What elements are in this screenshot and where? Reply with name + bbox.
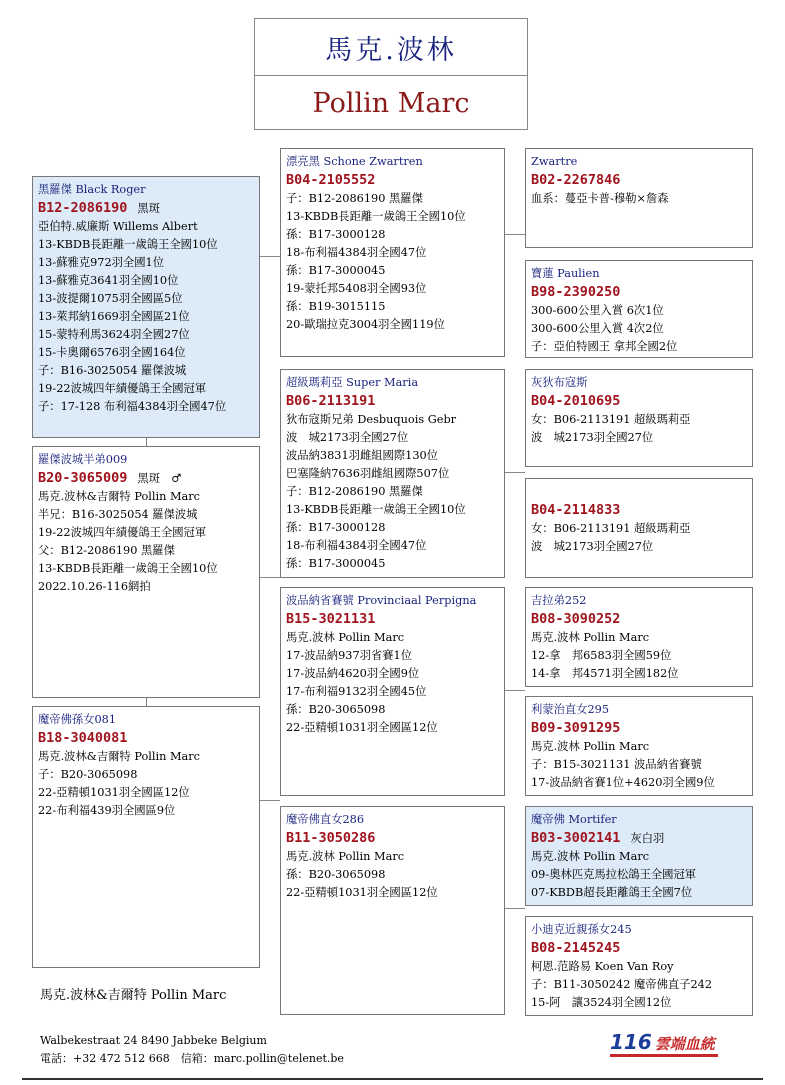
info-line: 亞伯特.威廉斯 Willems Albert: [38, 220, 198, 233]
info-line: 2022.10.26-116網拍: [38, 580, 151, 593]
info-line: 馬克.波林 Pollin Marc: [531, 740, 650, 753]
info-line: 馬克.波林&吉爾特 Pollin Marc: [38, 750, 200, 763]
info-line: 15-卡奧爾6576羽全國164位: [38, 346, 186, 359]
info-line: 13-KBDB長距離一歲鴿王全國10位: [286, 210, 466, 223]
brand-logo: [610, 1030, 715, 1054]
ancestor-card-b04-2114833: [525, 478, 753, 578]
info-line: 300-600公里入賞 6次1位: [531, 304, 664, 317]
brother-pigeon-card: [32, 446, 260, 698]
info-line: 19-蒙托邦5408羽全國93位: [286, 282, 427, 295]
info-line: 20-歐瑞拉克3004羽全國119位: [286, 318, 445, 331]
info-line: 馬克.波林 Pollin Marc: [531, 850, 650, 863]
info-line: 18-布利福4384羽全國47位: [286, 246, 427, 259]
logo-underline: [610, 1054, 718, 1057]
info-line: 18-布利福4384羽全國47位: [286, 539, 427, 552]
connector: [504, 234, 525, 235]
info-line: 300-600公里入賞 4次2位: [531, 322, 664, 335]
contact-text: 電話：+32 472 512 668 信箱：marc.pollin@telenet.be: [40, 1052, 344, 1065]
sire-pigeon-card: [280, 148, 505, 357]
pigeon-name: Zwartre: [531, 155, 578, 168]
info-line: 14-拿 邦4571羽全國182位: [531, 667, 679, 680]
info-line: 父：B12-2086190 黑羅傑: [38, 544, 175, 557]
pigeon-name: 小迪克近親孫女245: [531, 923, 632, 936]
ancestor-card-grey-desbuquois: [525, 369, 753, 467]
logo-number: 116: [610, 1030, 652, 1054]
pigeon-name: 魔帝佛孫女081: [38, 713, 117, 726]
ring-number: B06-2113191: [286, 393, 376, 409]
pigeon-name: 灰狄布寇斯: [531, 376, 588, 389]
info-line: 波 城2173羽全國27位: [531, 431, 654, 444]
info-line: 07-KBDB超長距離鴿王全國7位: [531, 886, 693, 899]
ring-number: B11-3050286: [286, 830, 376, 846]
connector: [259, 800, 280, 801]
info-line: 13-KBDB長距離一歲鴿王全國10位: [286, 503, 466, 516]
pigeon-name: 超級瑪莉亞 Super Maria: [286, 376, 419, 389]
info-line: 子：B12-2086190 黑羅傑: [286, 485, 423, 498]
ancestor-card-mortifer: [525, 806, 753, 906]
ring-number: B08-3090252: [531, 611, 621, 627]
color-note: 灰白羽: [630, 832, 665, 845]
info-line: 17-波品納937羽省賽1位: [286, 649, 413, 662]
ancestor-card-jiladi: [525, 587, 753, 687]
info-line: 17-布利福9132羽全國45位: [286, 685, 427, 698]
info-line: 柯恩.范路易 Koen Van Roy: [531, 960, 674, 973]
color-note: 黑斑: [137, 202, 161, 215]
ring-number: B08-2145245: [531, 940, 621, 956]
info-line: 13-蘇雅克3641羽全國10位: [38, 274, 179, 287]
ring-number: B04-2010695: [531, 393, 621, 409]
info-line: 孫：B17-3000128: [286, 521, 386, 534]
pigeon-name: 漂亮黑 Schone Zwartren: [286, 155, 423, 168]
info-line: 女：B06-2113191 超級瑪莉亞: [531, 522, 691, 535]
logo-text: 雲端血統: [654, 1035, 715, 1053]
footer: [40, 1032, 344, 1068]
info-line: 波品納3831羽雌組國際130位: [286, 449, 438, 462]
info-line: 波 城2173羽全國27位: [531, 540, 654, 553]
info-line: 孫：B17-3000045: [286, 264, 386, 277]
ring-number: B09-3091295: [531, 720, 621, 736]
pigeon-name: 吉拉弟252: [531, 594, 587, 607]
info-line: 22-布利福439羽全國區9位: [38, 804, 176, 817]
info-line: 子：B15-3021131 波品納省賽號: [531, 758, 702, 771]
pigeon-name: 波品納省賽號 Provinciaal Perpigna: [286, 594, 477, 607]
info-line: 13-KBDB長距離一歲鴿王全國10位: [38, 238, 218, 251]
info-line: 半兄：B16-3025054 羅傑波城: [38, 508, 198, 521]
title-box: [254, 18, 528, 130]
info-line: 波 城2173羽全國27位: [286, 431, 409, 444]
owner-name: 馬克.波林&吉爾特 Pollin Marc: [40, 988, 227, 1003]
info-line: 孫：B17-3000045: [286, 557, 386, 570]
info-line: 馬克.波林 Pollin Marc: [531, 631, 650, 644]
address-text: Walbekestraat 24 8490 Jabbeke Belgium: [40, 1034, 267, 1047]
ring-number: B12-2086190: [38, 200, 128, 216]
info-line: 孫：B20-3065098: [286, 703, 386, 716]
info-line: 子：B16-3025054 羅傑波城: [38, 364, 187, 377]
info-line: 19-22波城四年績優鴿王全國冠軍: [38, 382, 207, 395]
color-note: 黑斑 ♂: [137, 472, 182, 485]
info-line: 巴塞隆納7636羽雌組國際507位: [286, 467, 450, 480]
ancestor-card-limoges-daughter: [525, 696, 753, 796]
pigeon-name: 魔帝佛直女286: [286, 813, 365, 826]
ancestor-card-paulien: [525, 260, 753, 358]
info-line: 孫：B19-3015115: [286, 300, 386, 313]
pigeon-name: 利蒙治直女295: [531, 703, 610, 716]
info-line: 22-亞精頓1031羽全國區12位: [38, 786, 190, 799]
ring-number: B03-3002141: [531, 830, 621, 846]
info-line: 13-萊邦納1669羽全國區21位: [38, 310, 190, 323]
info-line: 孫：B20-3065098: [286, 868, 386, 881]
info-line: 孫：B17-3000128: [286, 228, 386, 241]
info-line: 17-波品納4620羽全國9位: [286, 667, 420, 680]
connector: [146, 697, 147, 706]
info-line: 19-22波城四年績優鴿王全國冠軍: [38, 526, 207, 539]
ring-number: B15-3021131: [286, 611, 376, 627]
dam-pigeon-card: [280, 369, 505, 578]
info-line: 22-亞精頓1031羽全國區12位: [286, 886, 438, 899]
info-line: 15-阿 讓3524羽全國12位: [531, 996, 672, 1009]
ring-number: B02-2267846: [531, 172, 621, 188]
info-line: 子：B11-3050242 魔帝佛直子242: [531, 978, 713, 991]
connector: [504, 472, 525, 473]
granddaughter-pigeon-card: [32, 706, 260, 968]
info-line: 馬克.波林&吉爾特 Pollin Marc: [38, 490, 200, 503]
ring-number: B20-3065009: [38, 470, 128, 486]
info-line: 13-KBDB長距離一歲鴿王全國10位: [38, 562, 218, 575]
page-title-english: Pollin Marc: [312, 88, 470, 119]
info-line: 狄布寇斯兄弟 Desbuquois Gebr: [286, 413, 457, 426]
info-line: 馬克.波林 Pollin Marc: [286, 631, 405, 644]
info-line: 子：亞伯特國王 拿邦全國2位: [531, 340, 678, 353]
info-line: 17-波品納省賽1位+4620羽全國9位: [531, 776, 715, 789]
pigeon-name: 黑羅傑 Black Roger: [38, 183, 146, 196]
connector: [504, 908, 525, 909]
info-line: 馬克.波林 Pollin Marc: [286, 850, 405, 863]
brother-dam-pigeon-card: [280, 806, 505, 1015]
info-line: 血系：蔓亞卡普-穆勒×詹森: [531, 192, 669, 205]
pigeon-name: [531, 483, 747, 501]
pigeon-name: 寶蓮 Paulien: [531, 267, 600, 280]
ring-number: B18-3040081: [38, 730, 128, 746]
info-line: 12-拿 邦6583羽全國59位: [531, 649, 672, 662]
ring-number: B04-2114833: [531, 502, 621, 518]
info-line: 子：B12-2086190 黑羅傑: [286, 192, 423, 205]
info-line: 女：B06-2113191 超級瑪莉亞: [531, 413, 691, 426]
pigeon-name: 羅傑波城半弟009: [38, 453, 128, 466]
info-line: 子：B20-3065098: [38, 768, 138, 781]
pigeon-name: 魔帝佛 Mortifer: [531, 813, 617, 826]
bottom-divider: [22, 1078, 763, 1080]
info-line: 22-亞精頓1031羽全國區12位: [286, 721, 438, 734]
ring-number: B98-2390250: [531, 284, 621, 300]
connector: [504, 690, 525, 691]
info-line: 子：17-128 布利福4384羽全國47位: [38, 400, 227, 413]
connector: [146, 437, 147, 446]
ancestor-card-zwartre: [525, 148, 753, 248]
ring-number: B04-2105552: [286, 172, 376, 188]
info-line: 13-蘇雅克972羽全國1位: [38, 256, 165, 269]
page-title-chinese: 馬克.波林: [255, 19, 527, 76]
info-line: 09-奧林匹克馬拉松鴿王全國冠軍: [531, 868, 697, 881]
connector: [259, 256, 280, 257]
brother-sire-pigeon-card: [280, 587, 505, 796]
info-line: 13-波提爾1075羽全國區5位: [38, 292, 183, 305]
subject-pigeon-card: [32, 176, 260, 438]
info-line: 15-蒙特利馬3624羽全國27位: [38, 328, 190, 341]
ancestor-card-little-dick-granddaughter: [525, 916, 753, 1016]
connector: [259, 577, 280, 578]
